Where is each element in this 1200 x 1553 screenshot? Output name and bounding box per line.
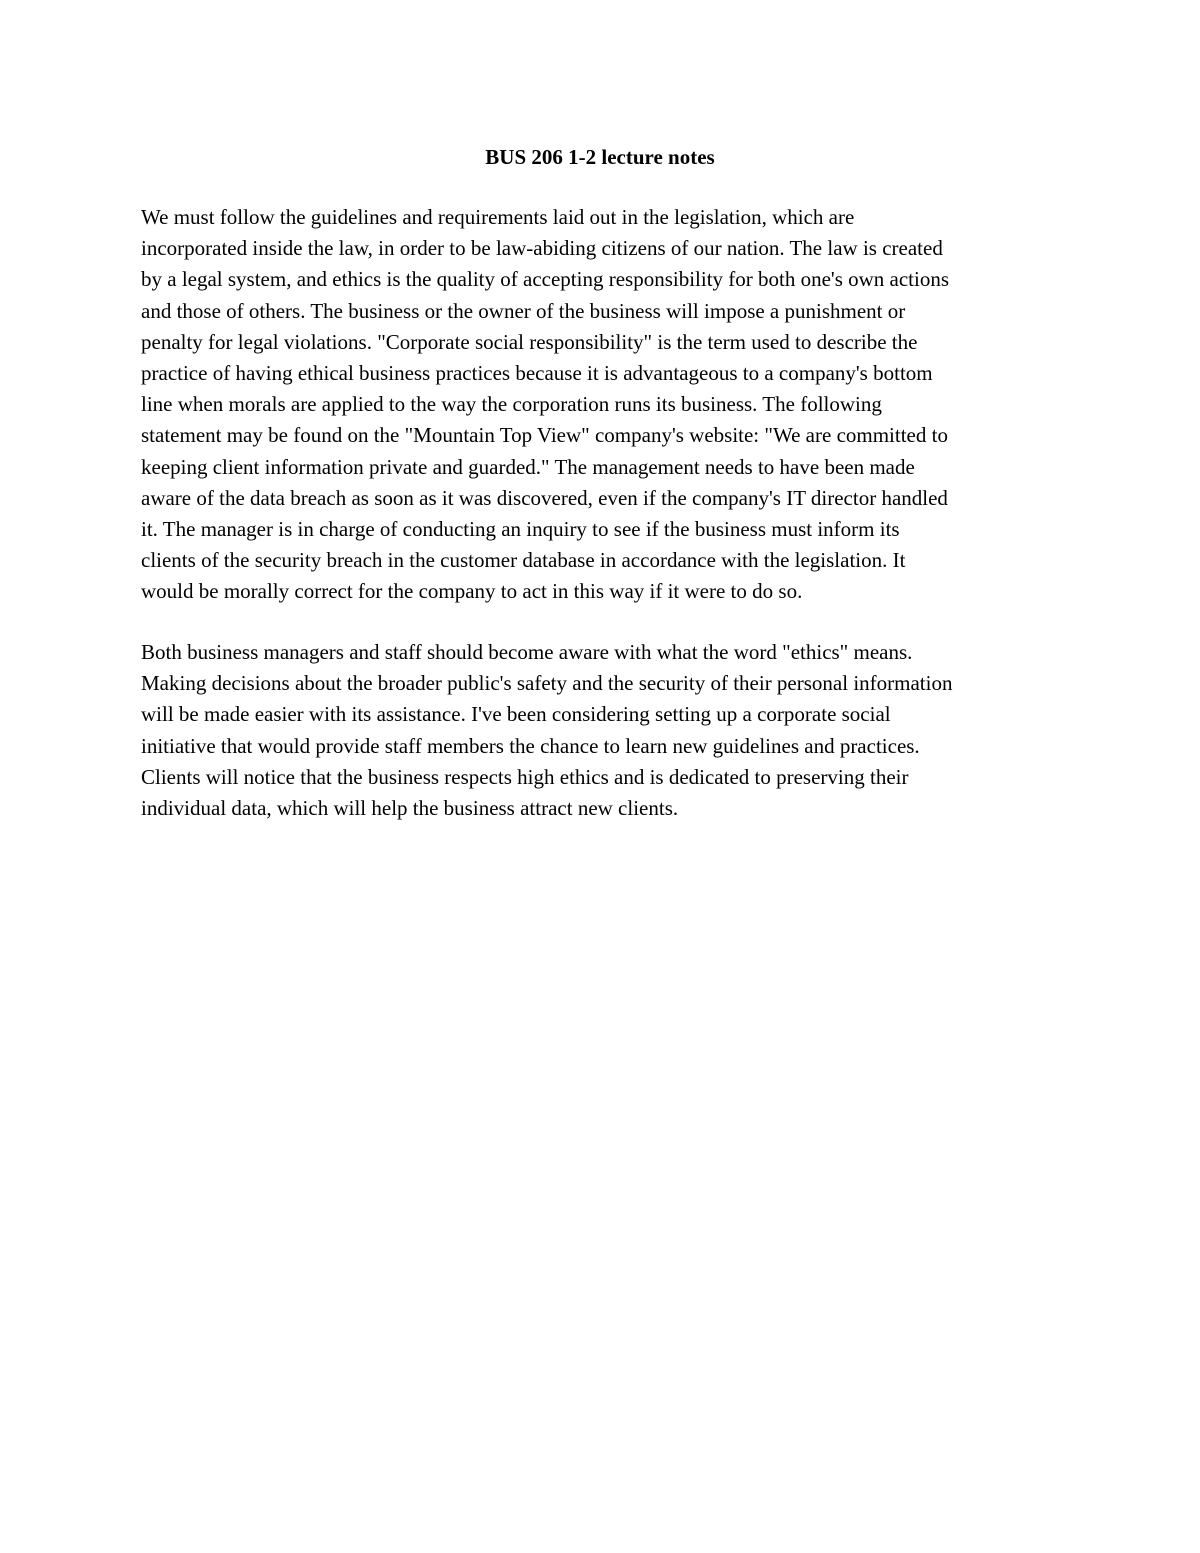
paragraph-line: initiative that would provide staff members the chance to learn new guidelines and practices.: [141, 733, 920, 758]
paragraph-line: by a legal system, and ethics is the quality of accepting responsibility for both one's own actions: [141, 267, 950, 292]
paragraph-line: will be made easier with its assistance. I've been considering setting up a corporate social: [141, 702, 891, 727]
paragraph-line: practice of having ethical business practices because it is advantageous to a company's bottom: [141, 361, 933, 386]
paragraph-line: Both business managers and staff should become aware with what the word "ethics" means.: [141, 640, 913, 664]
paragraph-line: aware of the data breach as soon as it was discovered, even if the company's IT director handled: [141, 485, 948, 510]
paragraph-line: statement may be found on the "Mountain Top View" company's website: "We are committed to: [141, 423, 948, 448]
paragraph-line: and those of others. The business or the owner of the business will impose a punishment or: [141, 298, 906, 323]
paragraph-1: [141, 202, 1066, 608]
document-title: BUS 206 1-2 lecture notes: [485, 145, 715, 169]
paragraph-line: would be morally correct for the company to act in this way if it were to do so.: [141, 579, 803, 604]
paragraph-line: incorporated inside the law, in order to be law-abiding citizens of our nation. The law is created: [141, 236, 943, 261]
paragraph-line: Making decisions about the broader public's safety and the security of their personal information: [141, 671, 953, 696]
paragraph-line: keeping client information private and guarded." The management needs to have been made: [141, 454, 915, 479]
paragraph-line: clients of the security breach in the customer database in accordance with the legislation. It: [141, 548, 906, 573]
paragraph-line: penalty for legal violations. "Corporate social responsibility" is the term used to describe the: [141, 329, 918, 354]
paragraph-2: [141, 637, 1066, 824]
paragraph-line: Clients will notice that the business respects high ethics and is dedicated to preserving their: [141, 764, 909, 789]
paragraph-line: We must follow the guidelines and requirements laid out in the legislation, which are: [141, 205, 855, 229]
paragraph-line: individual data, which will help the business attract new clients.: [141, 796, 679, 821]
paragraph-line: it. The manager is in charge of conducting an inquiry to see if the business must inform its: [141, 517, 900, 542]
paragraph-line: line when morals are applied to the way the corporation runs its business. The following: [141, 392, 882, 417]
